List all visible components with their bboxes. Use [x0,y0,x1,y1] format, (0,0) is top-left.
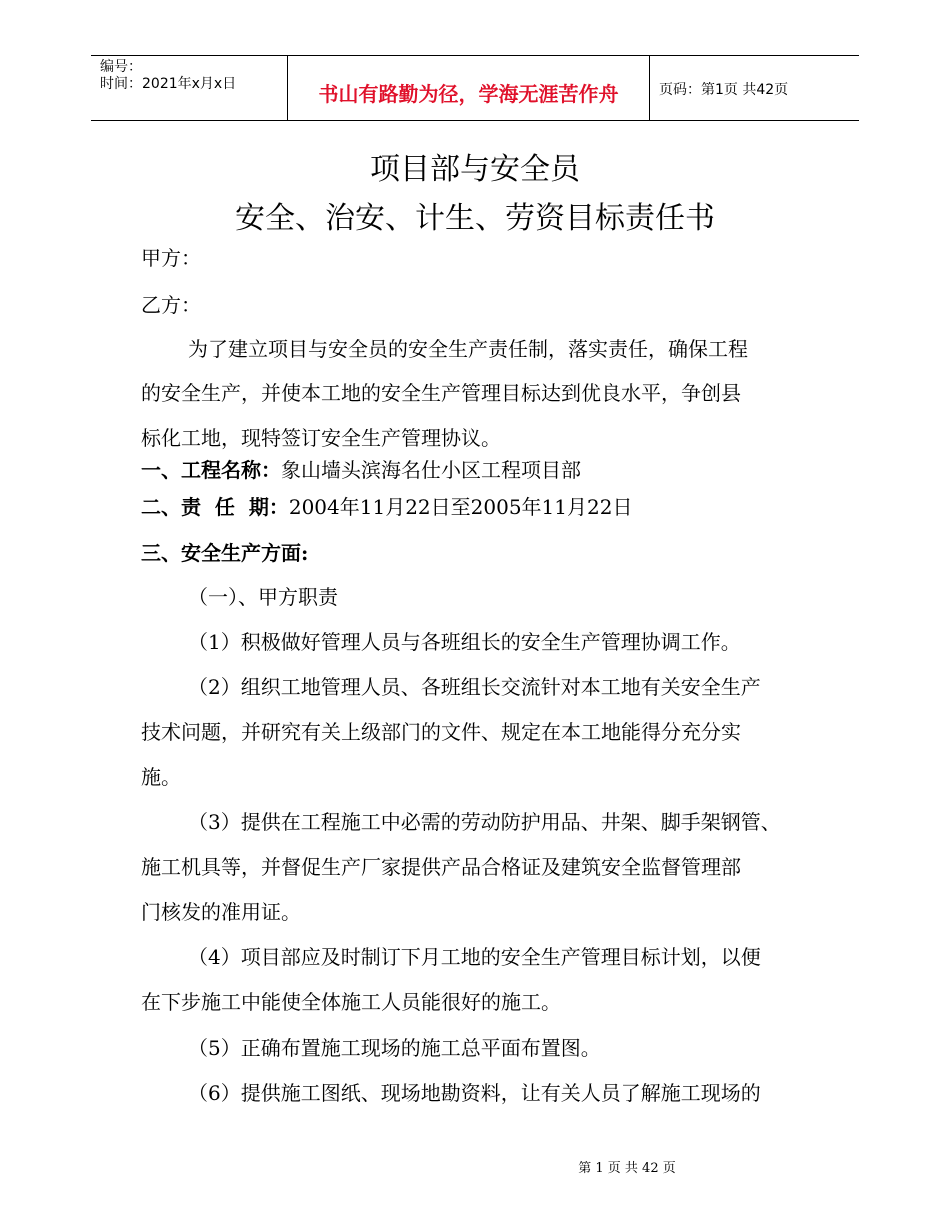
header-motto-cell [287,56,650,120]
page-footer: 第 1 页 共 42 页 [578,1161,676,1176]
header-page-info: 页码：第1页 共42页 [659,82,789,98]
party-a: 甲方： [141,246,201,270]
duty-item: 在下步施工中能使全体施工人员能很好的施工。 [141,990,561,1014]
subsection-heading: （一）、甲方职责 [188,585,338,609]
duty-item: （4）项目部应及时制订下月工地的安全生产管理目标计划，以便 [188,945,761,969]
header-meta [91,56,287,120]
intro-line: 为了建立项目与安全员的安全生产责任制，落实责任，确保工程 [188,337,748,361]
term-label: 二、责 任 期： [141,495,289,519]
page-header [91,55,859,121]
intro-line: 标化工地，现特签订安全生产管理协议。 [141,426,501,450]
term-row [141,495,632,519]
term-value: 2004年11月22日至2005年11月22日 [288,495,633,519]
header-page-cell [650,56,859,120]
intro-line: 的安全生产，并使本工地的安全生产管理目标达到优良水平，争创县 [141,381,741,405]
document-number-label: 编号： [100,59,142,75]
document-title-line1: 项目部与安全员 [370,152,580,187]
document-title-line2: 安全、治安、计生、劳资目标责任书 [235,201,715,236]
duty-item: 技术问题，并研究有关上级部门的文件、规定在本工地能得分充分实 [141,720,741,744]
party-b: 乙方： [141,293,201,317]
project-name-value: 象山墙头滨海名仕小区工程项目部 [281,458,581,482]
duty-item: 施。 [141,765,181,789]
duty-item: 门核发的准用证。 [141,900,301,924]
duty-item: （3）提供在工程施工中必需的劳动防护用品、井架、脚手架钢管、 [188,810,781,834]
document-time-label: 时间：2021年x月x日 [100,76,237,92]
section-safety-heading: 三、安全生产方面: [141,541,309,565]
duty-item: （6）提供施工图纸、现场地勘资料，让有关人员了解施工现场的 [188,1081,761,1105]
duty-item: （5）正确布置施工现场的施工总平面布置图。 [188,1036,601,1060]
duty-item: （2）组织工地管理人员、各班组长交流针对本工地有关安全生产 [188,675,761,699]
duty-item: 施工机具等，并督促生产厂家提供产品合格证及建筑安全监督管理部 [141,855,741,879]
header-motto: 书山有路勤为径，学海无涯苦作舟 [318,82,619,106]
duty-item: （1）积极做好管理人员与各班组长的安全生产管理协调工作。 [188,630,741,654]
project-name-row [141,458,581,482]
project-name-label: 一、工程名称： [141,458,281,482]
